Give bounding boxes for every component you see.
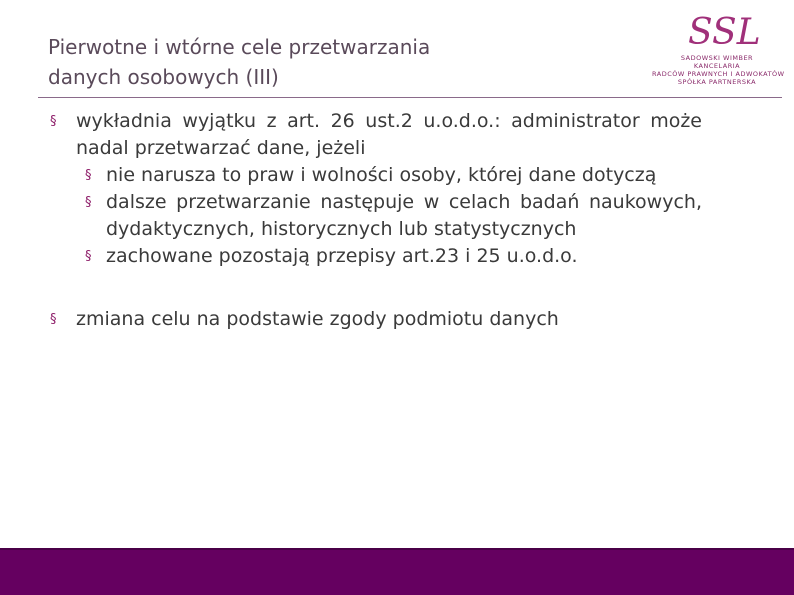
spacer: [50, 270, 702, 306]
sub-bullet-item-3-text: zachowane pozostają przepisy art.23 i 25 u.o.d.o.: [106, 245, 578, 267]
logo-line-4: SPÓŁKA PARTNERSKA: [677, 78, 757, 86]
footer-bar: [0, 548, 794, 595]
section-bullet-icon: §: [50, 114, 57, 129]
sub-bullet-item-1: [50, 162, 702, 189]
logo-line-3: RADCÓW PRAWNYCH I ADWOKATÓW: [652, 70, 785, 78]
sub-bullet-item-2-text: dalsze przetwarzanie następuje w celach badań naukowych, dydaktycznych, historycznych lub statystycznych: [106, 191, 702, 240]
section-bullet-icon: §: [85, 168, 92, 183]
section-bullet-icon: §: [85, 249, 92, 264]
slide-title: [48, 32, 608, 92]
bullet-item-1: [50, 108, 702, 162]
title-divider: [38, 97, 782, 98]
logo-line-2: KANCELARIA: [693, 62, 741, 70]
logo-monogram: SSL: [688, 12, 761, 53]
slide-title-line-1: Pierwotne i wtórne cele przetwarzania: [48, 35, 431, 59]
section-bullet-icon: §: [85, 195, 92, 210]
section-bullet-icon: §: [50, 312, 57, 327]
logo-text: [652, 54, 785, 86]
sub-bullet-item-2: [50, 189, 702, 243]
logo-line-1: SADOWSKI WIMBER: [680, 54, 754, 62]
logo-monogram-icon: [682, 8, 761, 53]
bullet-item-1-text: wykładnia wyjątku z art. 26 ust.2 u.o.d.o.: administrator może nadal przetwarzać dane, jeżeli: [76, 110, 702, 159]
sub-bullet-item-3: [50, 243, 702, 270]
slide-body: [50, 108, 702, 333]
company-logo: [652, 8, 785, 100]
bullet-item-2: [50, 306, 702, 333]
bullet-item-2-text: zmiana celu na podstawie zgody podmiotu danych: [76, 308, 559, 330]
slide-title-line-2: danych osobowych (III): [48, 65, 279, 89]
sub-bullet-item-1-text: nie narusza to praw i wolności osoby, której dane dotyczą: [106, 164, 657, 186]
